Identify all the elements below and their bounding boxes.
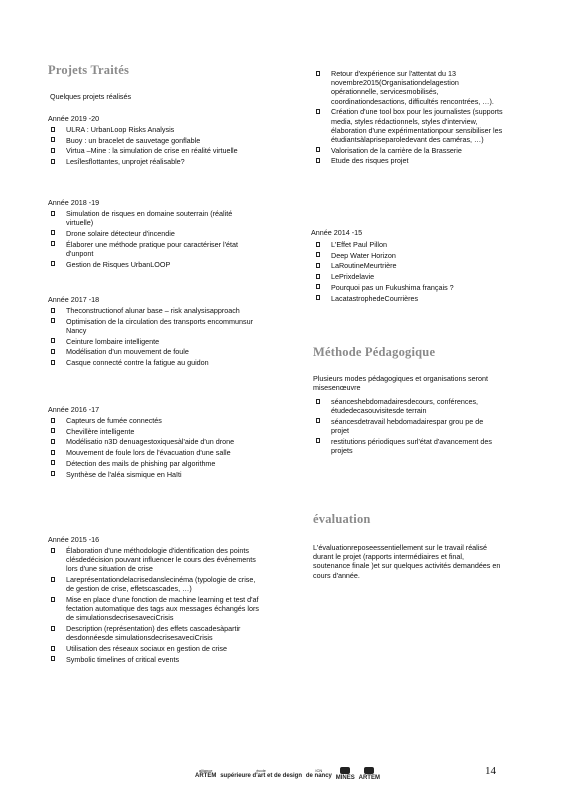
checkbox-bullet-icon bbox=[51, 318, 55, 323]
project-item-text: Gestion de Risques UrbanLOOP bbox=[66, 259, 171, 269]
checkbox-bullet-icon bbox=[51, 349, 55, 354]
checkbox-bullet-icon bbox=[316, 109, 320, 114]
checkbox-bullet-icon bbox=[51, 127, 55, 132]
project-item-text: Optimisation de la circulation des transports encommunsur Nancy bbox=[66, 316, 253, 335]
project-item-text: Retour d'expérience sur l'attentat du 13 novembre2015(Organisationdelagestion opérationnelle, servicesmobilisés, coordinationdesactions, difficultés rencontrées, …). bbox=[331, 69, 494, 106]
method-list bbox=[313, 397, 493, 457]
project-item-text: Etude des risques projet bbox=[331, 156, 409, 166]
project-item bbox=[48, 358, 260, 367]
project-item bbox=[313, 294, 503, 303]
checkbox-bullet-icon bbox=[51, 137, 55, 142]
project-item bbox=[48, 209, 260, 227]
section-title-evaluation: évaluation bbox=[313, 512, 371, 526]
project-item bbox=[48, 146, 260, 155]
project-item-text: Lesîlesflottantes, unprojet réalisable? bbox=[66, 157, 185, 167]
checkbox-bullet-icon bbox=[51, 308, 55, 313]
project-item-text: Mise en place d'une fonction de machine learning et test d'af fectation automatique des tags aux messages échangés lors de simulationsdecrisesaveciCrisis bbox=[66, 595, 259, 623]
project-item bbox=[48, 416, 260, 425]
project-item bbox=[48, 229, 260, 238]
logo-mark-icon bbox=[340, 767, 350, 774]
partner-logos bbox=[195, 762, 380, 786]
checkbox-bullet-icon bbox=[316, 242, 320, 247]
project-item bbox=[48, 157, 260, 166]
project-item-text: Lareprésentationdelacrisedanslecinéma (typologie de crise, de gestion de crise, effetscascades, …) bbox=[66, 575, 256, 594]
project-item bbox=[48, 347, 260, 356]
checkbox-bullet-icon bbox=[316, 147, 320, 152]
project-item bbox=[48, 317, 260, 335]
section-title-projects: Projets Traités bbox=[48, 63, 130, 77]
checkbox-bullet-icon bbox=[51, 597, 55, 602]
checkbox-bullet-icon bbox=[316, 295, 320, 300]
project-item-text: LacatastrophedeCourrières bbox=[331, 293, 419, 303]
year-label-2014: Année 2014 -15 bbox=[311, 228, 363, 237]
project-item bbox=[313, 283, 503, 292]
project-item-text: Chevillère intelligente bbox=[66, 426, 135, 436]
method-item bbox=[313, 417, 493, 435]
project-item-text: Élaborer une méthode pratique pour caractériser l'état d'unpont bbox=[66, 239, 238, 258]
project-item bbox=[313, 251, 503, 260]
method-item bbox=[313, 437, 493, 455]
project-item bbox=[48, 306, 260, 315]
project-item bbox=[313, 146, 503, 155]
project-item-text: Synthèse de l'aléa sismique en Haïti bbox=[66, 469, 182, 479]
checkbox-bullet-icon bbox=[51, 261, 55, 266]
checkbox-bullet-icon bbox=[51, 471, 55, 476]
checkbox-bullet-icon bbox=[51, 360, 55, 365]
project-item-text: LePrixdelavie bbox=[331, 272, 375, 282]
logo-mark-icon bbox=[364, 767, 374, 774]
project-item-text: Buoy : un bracelet de sauvetage gonflable bbox=[66, 135, 201, 145]
checkbox-bullet-icon bbox=[316, 418, 320, 423]
artem-campus-logo: ARTEM bbox=[359, 767, 380, 782]
project-item-text: Élaboration d'une méthodologie d'identification des points clésdedécision pouvant influencer le cours des événements lors d'une situation de crise bbox=[66, 546, 256, 574]
project-list bbox=[48, 125, 260, 168]
project-item bbox=[48, 136, 260, 145]
project-item bbox=[48, 437, 260, 446]
ecole-superieure-art-design-logo: école supérieure d'art et de design bbox=[220, 767, 302, 779]
method-item-text: restitutions périodiques surl'état d'avancement des projets bbox=[331, 436, 492, 456]
project-item-text: Utilisation des réseaux sociaux en gestion de crise bbox=[66, 644, 228, 654]
checkbox-bullet-icon bbox=[51, 656, 55, 661]
project-item bbox=[313, 69, 503, 106]
project-item-text: Valorisation de la carrière de la Brasserie bbox=[331, 145, 462, 155]
icn-business-school-logo: ICN de nancy bbox=[305, 767, 332, 779]
checkbox-bullet-icon bbox=[316, 158, 320, 163]
year-label: Année 2016 -17 bbox=[48, 405, 100, 414]
project-item bbox=[48, 448, 260, 457]
project-item bbox=[48, 655, 260, 664]
checkbox-bullet-icon bbox=[316, 399, 320, 404]
project-item-text: Modélisation d'un mouvement de foule bbox=[66, 347, 189, 357]
continued-project-list bbox=[313, 69, 503, 167]
checkbox-bullet-icon bbox=[316, 71, 320, 76]
section-title-method: Méthode Pédagogique bbox=[313, 345, 436, 359]
project-item bbox=[313, 240, 503, 249]
project-list bbox=[48, 546, 260, 665]
project-item bbox=[313, 107, 503, 144]
project-item-text: Pourquoi pas un Fukushima français ? bbox=[331, 282, 454, 292]
evaluation-text: L'évaluationreposeessentiellement sur le travail réalisé durant le projet (rapports intermédiaires et final, soutenance finale )et sur quelques activités demandées en cours d'année. bbox=[313, 543, 501, 580]
project-item bbox=[313, 261, 503, 270]
checkbox-bullet-icon bbox=[51, 428, 55, 433]
checkbox-bullet-icon bbox=[51, 460, 55, 465]
project-list bbox=[48, 306, 260, 369]
checkbox-bullet-icon bbox=[316, 252, 320, 257]
checkbox-bullet-icon bbox=[316, 263, 320, 268]
checkbox-bullet-icon bbox=[51, 439, 55, 444]
project-item bbox=[48, 427, 260, 436]
checkbox-bullet-icon bbox=[51, 577, 55, 582]
project-item-text: Deep Water Horizon bbox=[331, 250, 396, 260]
checkbox-bullet-icon bbox=[51, 646, 55, 651]
year-label: Année 2019 -20 bbox=[48, 114, 100, 123]
project-list-2014 bbox=[313, 240, 503, 304]
mines-nancy-logo: MINES bbox=[336, 767, 355, 782]
project-item bbox=[48, 125, 260, 134]
project-item bbox=[48, 240, 260, 258]
year-label: Année 2018 -19 bbox=[48, 198, 100, 207]
checkbox-bullet-icon bbox=[316, 438, 320, 443]
checkbox-bullet-icon bbox=[316, 284, 320, 289]
checkbox-bullet-icon bbox=[51, 230, 55, 235]
checkbox-bullet-icon bbox=[51, 450, 55, 455]
project-item-text: Drone solaire détecteur d'incendie bbox=[66, 228, 175, 238]
project-item-text: Détection des mails de phishing par algorithme bbox=[66, 458, 216, 468]
project-item-text: Capteurs de fumée connectés bbox=[66, 416, 162, 425]
method-item bbox=[313, 397, 493, 415]
checkbox-bullet-icon bbox=[51, 338, 55, 343]
checkbox-bullet-icon bbox=[51, 626, 55, 631]
project-item-text: Mouvement de foule lors de l'évacuation d'une salle bbox=[66, 448, 231, 458]
project-item-text: LaRoutineMeurtrière bbox=[331, 261, 397, 271]
project-list bbox=[48, 209, 260, 270]
checkbox-bullet-icon bbox=[51, 548, 55, 553]
project-item-text: Simulation de risques en domaine souterrain (réalité virtuelle) bbox=[66, 209, 233, 228]
method-item-text: séanceshebdomadairesdecours, conférences, étudedecasouvisitesde terrain bbox=[331, 397, 479, 416]
project-item bbox=[48, 624, 260, 642]
page-number: 14 bbox=[485, 765, 496, 777]
checkbox-bullet-icon bbox=[51, 148, 55, 153]
checkbox-bullet-icon bbox=[51, 211, 55, 216]
year-label: Année 2017 -18 bbox=[48, 295, 100, 304]
projects-intro: Quelques projets réalisés bbox=[50, 92, 132, 101]
project-item-text: Virtua –Mine : la simulation de crise en réalité virtuelle bbox=[66, 146, 238, 156]
project-item bbox=[313, 156, 503, 165]
project-item bbox=[48, 470, 260, 479]
project-item-text: Casque connecté contre la fatigue au guidon bbox=[66, 358, 209, 368]
checkbox-bullet-icon bbox=[51, 241, 55, 246]
project-item-text: L'Effet Paul Pillon bbox=[331, 240, 387, 249]
alliance-artem-logo: alliance ARTEM bbox=[195, 767, 217, 779]
project-item-text: Symbolic timelines of critical events bbox=[66, 654, 180, 664]
project-item-text: Theconstructionof alunar base – risk analysisapproach bbox=[66, 306, 240, 315]
project-item-text: Description (représentation) des effets cascadesàpartir desdonnéesde simulationsdecrisesaveciCrisis bbox=[66, 624, 241, 643]
checkbox-bullet-icon bbox=[51, 159, 55, 164]
year-label: Année 2015 -16 bbox=[48, 535, 100, 544]
project-item bbox=[48, 546, 260, 574]
method-item-text: séancesdetravail hebdomadairespar grou pe de projet bbox=[331, 416, 484, 436]
project-item bbox=[48, 260, 260, 269]
project-item bbox=[48, 644, 260, 653]
checkbox-bullet-icon bbox=[51, 418, 55, 423]
project-item bbox=[48, 575, 260, 593]
project-item bbox=[48, 337, 260, 346]
project-item-text: Création d'une tool box pour les journalistes (supports media, styles rédactionnels, styles d'interview, élaboration d'une expérimentationpour sensibiliser les étudiantsàlapriseparoledevant des caméras, …) bbox=[331, 107, 503, 144]
project-list bbox=[48, 416, 260, 480]
project-item-text: ULRA : UrbanLoop Risks Analysis bbox=[66, 125, 175, 134]
project-item bbox=[313, 272, 503, 281]
project-item bbox=[48, 459, 260, 468]
method-intro: Plusieurs modes pédagogiques et organisations seront misesenœuvre bbox=[313, 374, 489, 393]
checkbox-bullet-icon bbox=[316, 274, 320, 279]
project-item-text: Ceinture lombaire intelligente bbox=[66, 336, 160, 346]
project-item bbox=[48, 595, 260, 623]
project-item-text: Modélisatio n3D denuagestoxiquesàl'aide d'un drone bbox=[66, 437, 235, 447]
